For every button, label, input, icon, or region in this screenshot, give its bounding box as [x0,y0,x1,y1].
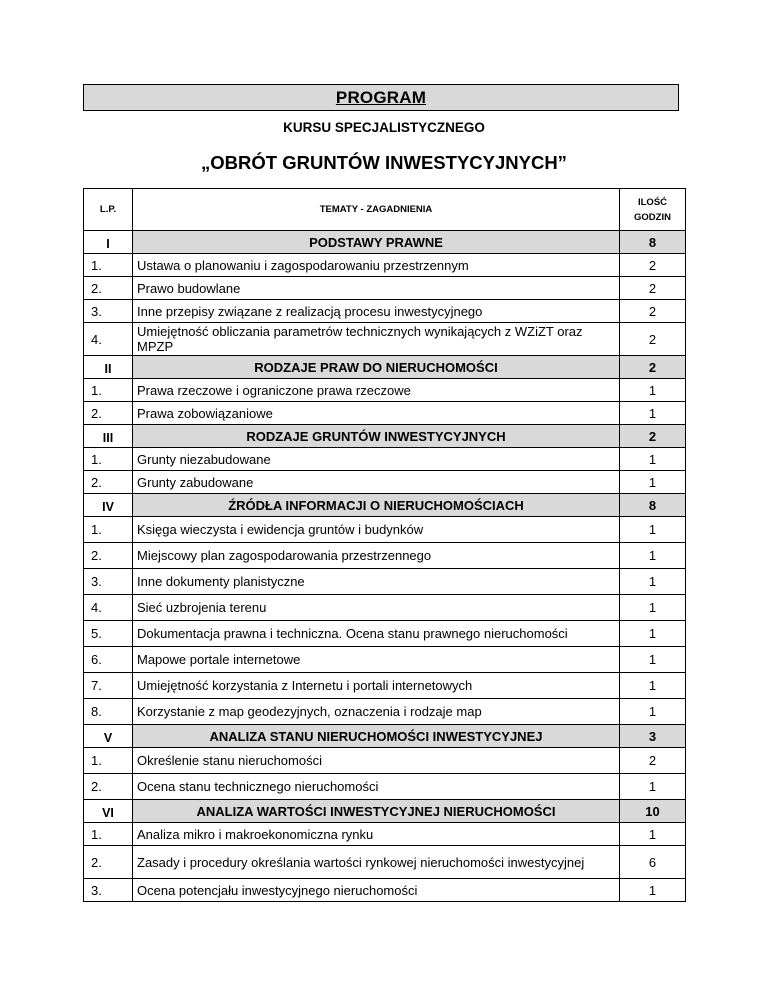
row-topic: Księga wieczysta i ewidencja gruntów i budynków [133,517,620,543]
table-row [84,879,686,902]
section-title: ANALIZA WARTOŚCI INWESTYCYJNEJ NIERUCHOMOŚCI [133,800,620,823]
row-hours: 2 [620,277,686,300]
row-topic: Umiejętność korzystania z Internetu i portali internetowych [133,673,620,699]
section-title: ANALIZA STANU NIERUCHOMOŚCI INWESTYCYJNEJ [133,725,620,748]
table-row [84,673,686,699]
row-lp: 2. [84,774,133,800]
program-title-box [83,84,679,111]
row-lp: 7. [84,673,133,699]
row-hours: 1 [620,673,686,699]
header-hours-line2: GODZIN [634,211,671,223]
section-title: RODZAJE GRUNTÓW INWESTYCYJNYCH [133,425,620,448]
section-row [84,356,686,379]
row-topic: Umiejętność obliczania parametrów technicznych wynikających z WZiZT oraz MPZP [133,323,620,356]
row-lp: 2. [84,402,133,425]
table-row [84,323,686,356]
row-hours: 6 [620,846,686,879]
row-lp: 1. [84,379,133,402]
row-lp: 4. [84,323,133,356]
table-row [84,277,686,300]
row-topic: Korzystanie z map geodezyjnych, oznaczenia i rodzaje map [133,699,620,725]
section-number: II [84,356,133,379]
table-row [84,517,686,543]
row-hours: 2 [620,323,686,356]
row-lp: 2. [84,277,133,300]
section-row [84,800,686,823]
row-topic: Prawa zobowiązaniowe [133,402,620,425]
row-hours: 1 [620,595,686,621]
section-hours: 2 [620,425,686,448]
section-hours: 8 [620,231,686,254]
table-row [84,402,686,425]
section-row [84,425,686,448]
table-row [84,379,686,402]
row-lp: 3. [84,300,133,323]
row-topic: Sieć uzbrojenia terenu [133,595,620,621]
row-hours: 1 [620,823,686,846]
row-topic: Inne dokumenty planistyczne [133,569,620,595]
row-topic: Grunty niezabudowane [133,448,620,471]
section-row [84,725,686,748]
row-topic: Grunty zabudowane [133,471,620,494]
row-topic: Analiza mikro i makroekonomiczna rynku [133,823,620,846]
row-lp: 2. [84,846,133,879]
section-row [84,231,686,254]
table-row [84,543,686,569]
row-topic: Zasady i procedury określania wartości rynkowej nieruchomości inwestycyjnej [133,846,620,879]
row-hours: 1 [620,379,686,402]
table-row [84,647,686,673]
table-row [84,774,686,800]
row-topic: Ocena potencjału inwestycyjnego nieruchomości [133,879,620,902]
section-row [84,494,686,517]
section-number: VI [84,800,133,823]
table-row [84,300,686,323]
row-lp: 1. [84,517,133,543]
row-topic: Mapowe portale internetowe [133,647,620,673]
row-topic: Miejscowy plan zagospodarowania przestrzennego [133,543,620,569]
header-lp: L.P. [84,189,133,231]
header-hours-line1: ILOŚĆ [637,196,668,208]
section-hours: 2 [620,356,686,379]
section-title: ŹRÓDŁA INFORMACJI O NIERUCHOMOŚCIACH [133,494,620,517]
row-hours: 2 [620,254,686,277]
row-hours: 1 [620,543,686,569]
row-topic: Inne przepisy związane z realizacją procesu inwestycyjnego [133,300,620,323]
section-title: PODSTAWY PRAWNE [133,231,620,254]
row-lp: 6. [84,647,133,673]
course-subtitle: KURSU SPECJALISTYCZNEGO [283,120,485,135]
row-hours: 1 [620,569,686,595]
row-lp: 8. [84,699,133,725]
table-header-row [84,189,686,231]
table-row [84,448,686,471]
row-topic: Prawo budowlane [133,277,620,300]
table-row [84,569,686,595]
table-row [84,748,686,774]
row-lp: 5. [84,621,133,647]
row-hours: 2 [620,300,686,323]
row-topic: Prawa rzeczowe i ograniczone prawa rzeczowe [133,379,620,402]
table-row [84,846,686,879]
row-hours: 1 [620,517,686,543]
table-row [84,471,686,494]
row-hours: 2 [620,748,686,774]
program-table [83,188,686,902]
row-lp: 4. [84,595,133,621]
row-hours: 1 [620,621,686,647]
course-name: „OBRÓT GRUNTÓW INWESTYCYJNYCH” [201,152,567,173]
row-lp: 3. [84,569,133,595]
row-topic: Określenie stanu nieruchomości [133,748,620,774]
row-topic: Ocena stanu technicznego nieruchomości [133,774,620,800]
section-number: I [84,231,133,254]
section-number: IV [84,494,133,517]
section-hours: 3 [620,725,686,748]
program-title: PROGRAM [335,87,427,107]
row-lp: 2. [84,543,133,569]
section-number: V [84,725,133,748]
table-row [84,254,686,277]
row-hours: 1 [620,699,686,725]
row-hours: 1 [620,879,686,902]
section-hours: 8 [620,494,686,517]
row-lp: 2. [84,471,133,494]
section-number: III [84,425,133,448]
section-title: RODZAJE PRAW DO NIERUCHOMOŚCI [133,356,620,379]
row-hours: 1 [620,448,686,471]
row-topic: Ustawa o planowaniu i zagospodarowaniu przestrzennym [133,254,620,277]
table-row [84,595,686,621]
row-hours: 1 [620,647,686,673]
row-lp: 1. [84,254,133,277]
row-hours: 1 [620,471,686,494]
header-hours [620,189,686,231]
row-lp: 1. [84,448,133,471]
row-lp: 1. [84,748,133,774]
table-row [84,823,686,846]
row-lp: 1. [84,823,133,846]
row-hours: 1 [620,402,686,425]
table-row [84,699,686,725]
header-topics: TEMATY - ZAGADNIENIA [133,189,620,231]
row-lp: 3. [84,879,133,902]
section-hours: 10 [620,800,686,823]
row-topic: Dokumentacja prawna i techniczna. Ocena stanu prawnego nieruchomości [133,621,620,647]
table-row [84,621,686,647]
row-hours: 1 [620,774,686,800]
